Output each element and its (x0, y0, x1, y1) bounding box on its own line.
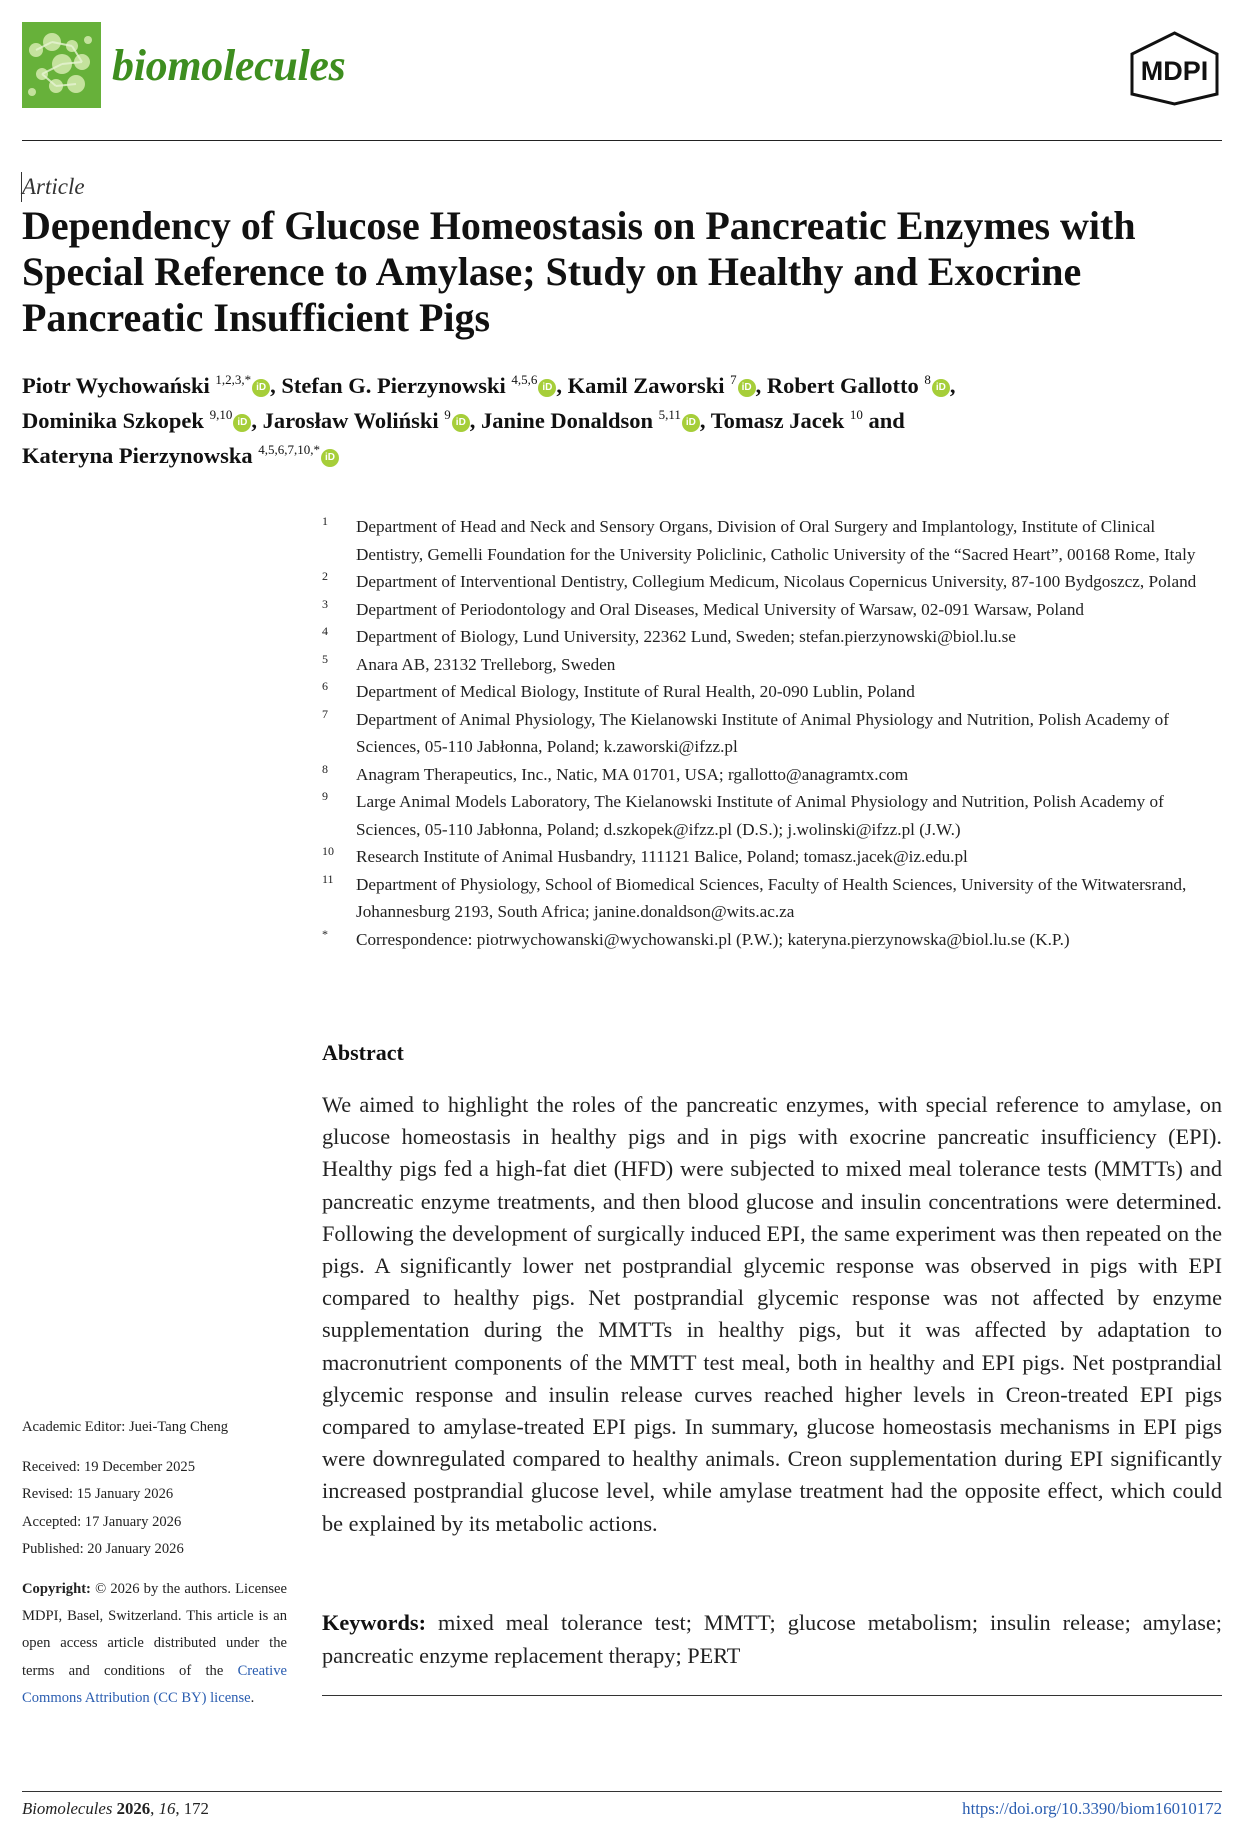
orcid-icon[interactable]: iD (738, 379, 756, 397)
author-affiliation-marks: 4,5,6,7,10,* (258, 442, 320, 457)
affiliation-text: Department of Medical Biology, Institute of Rural Health, 20-090 Lublin, Poland (356, 682, 915, 701)
author-affiliation-marks: 1,2,3,* (215, 372, 252, 387)
journal-name[interactable]: biomolecules (112, 41, 346, 90)
keywords (322, 1607, 1222, 1672)
author-affiliation-marks: 9 (444, 407, 451, 422)
affiliation-text: Research Institute of Animal Husbandry, 111121 Balice, Poland; tomasz.jacek@iz.edu.pl (356, 847, 968, 866)
affiliation-item (322, 871, 1222, 926)
affiliation-number: 3 (322, 596, 328, 611)
author-name: Stefan G. Pierzynowski (281, 373, 506, 398)
affiliation-number: 1 (322, 514, 328, 528)
copyright-notice (22, 1576, 287, 1712)
author-separator: , (699, 408, 711, 433)
author-name: Janine Donaldson (481, 408, 653, 433)
affiliation-item (322, 513, 1222, 568)
author-affiliation-marks: 9,10 (209, 407, 233, 422)
author (22, 443, 339, 468)
affiliation-item (322, 678, 1222, 706)
affiliation-item (322, 568, 1222, 596)
author (568, 373, 767, 398)
author-list (22, 368, 1222, 473)
affiliation-item (322, 788, 1222, 843)
affiliation-text: Department of Animal Physiology, The Kielanowski Institute of Animal Physiology and Nutrition, Polish Academy of Sciences, 05-110 Jabłonna, Poland; k.zaworski@ifzz.pl (356, 709, 1169, 756)
orcid-icon[interactable]: iD (682, 414, 700, 432)
author-name: Robert Gallotto (766, 373, 919, 398)
author-affiliation-marks: 5,11 (658, 407, 681, 422)
journal-header (22, 22, 1222, 114)
publisher-name: MDPI (1140, 56, 1209, 86)
affiliation-number: 11 (322, 871, 334, 886)
affiliation-number: 9 (322, 789, 328, 803)
orcid-icon[interactable]: iD (452, 414, 470, 432)
author (767, 373, 956, 398)
author-affiliation-marks: 4,5,6 (511, 372, 538, 387)
affiliation-list (322, 513, 1222, 953)
author (263, 408, 481, 433)
author-separator: and (862, 408, 905, 433)
affiliation-number: * (322, 926, 328, 941)
journal-logo-icon (22, 22, 101, 108)
author (281, 373, 567, 398)
affiliation-number: 4 (322, 624, 328, 638)
footer-journal: Biomolecules (22, 1799, 113, 1818)
affiliation-text: Department of Head and Neck and Sensory Organs, Division of Oral Surgery and Implantology, Institute of Clinical Dentistry, Gemelli Foundation for the University Policlinic, Catholic University of the “Sacred Heart”, 00168 Rome, Italy (356, 517, 1196, 564)
affiliation-item (322, 761, 1222, 789)
affiliation-text: Department of Physiology, School of Biomedical Sciences, Faculty of Health Sciences, University of the Witwatersrand, Johannesburg 2193, South Africa; janine.donaldson@wits.ac.za (356, 874, 1187, 921)
author-separator: , (556, 373, 568, 398)
author-separator: , (469, 408, 482, 433)
author-name: Tomasz Jacek (710, 408, 845, 433)
author-name: Piotr Wychowański (22, 373, 210, 398)
keywords-label: Keywords: (322, 1610, 427, 1635)
author-separator: , (270, 373, 282, 398)
affiliation-text: Anara AB, 23132 Trelleborg, Sweden (356, 654, 616, 674)
author-separator: , (949, 373, 956, 398)
footer-citation: Biomolecules 2026, 16, 172 (22, 1799, 209, 1818)
orcid-icon[interactable]: iD (932, 379, 950, 397)
doi-link[interactable]: https://doi.org/10.3390/biom16010172 (962, 1799, 1222, 1818)
abstract-divider (322, 1695, 1222, 1696)
footer-volume: 16 (158, 1799, 176, 1818)
author (481, 408, 711, 433)
abstract-heading: Abstract (322, 1040, 404, 1065)
revised-date: Revised: 15 January 2026 (22, 1486, 174, 1503)
affiliation-text: Anagram Therapeutics, Inc., Natic, MA 01701, USA; rgallotto@anagramtx.com (356, 764, 909, 784)
affiliation-item (322, 843, 1222, 871)
author-affiliation-marks: 7 (730, 372, 737, 387)
author-name: Kamil Zaworski (567, 373, 725, 398)
affiliation-item (322, 596, 1222, 624)
keywords-text: mixed meal tolerance test; MMTT; glucose metabolism; insulin release; amylase; pancreatic enzyme replacement therapy; PERT (322, 1610, 1222, 1668)
author (22, 373, 281, 398)
affiliation-text: Large Animal Models Laboratory, The Kielanowski Institute of Animal Physiology and Nutrition, Polish Academy of Sciences, 05-110 Jabłonna, Poland; d.szkopek@ifzz.pl (D.S.); j.wolinski@ifzz.pl (J.W.) (356, 792, 1164, 839)
affiliation-number: 8 (322, 761, 328, 776)
publisher-logo[interactable] (1127, 30, 1222, 106)
academic-editor: Academic Editor: Juei-Tang Cheng (22, 1419, 229, 1435)
affiliation-number: 2 (322, 569, 328, 583)
article-type: Article (22, 174, 85, 199)
author-affiliation-marks: 10 (849, 407, 863, 422)
abstract-text: We aimed to highlight the roles of the pancreatic enzymes, with special reference to amylase, on glucose homeostasis in healthy pigs and in pigs with exocrine pancreatic insufficiency (EPI). Healthy pigs fed a high-fat diet (HFD) were subjected to mixed meal tolerance tests (MMTTs) and pancreatic enzyme treatments, and then blood glucose and insulin concentrations were determined. Following the development of surgically induced EPI, the same experiment was then repeated on the pigs. A significantly lower net postprandial glycemic response was observed in pigs with EPI compared to healthy pigs. Net postprandial glycemic response was not affected by enzyme supplementation during the MMTTs in healthy pigs, but it was affected by adaptation to macronutrient components of the MMTT test meal, both in healthy and EPI pigs. Net postprandial glycemic response and insulin release curves reached higher levels in Creon-treated EPI pigs compared to amylase-treated EPI pigs. In summary, glucose homeostasis mechanisms in EPI pigs were downregulated compared to healthy animals. Creon supplementation during EPI significantly increased postprandial glucose level, while amylase treatment had the opposite effect, which could be explained by its metabolic actions. (322, 1092, 1222, 1536)
header-divider (22, 140, 1222, 141)
affiliation-text: Correspondence: piotrwychowanski@wychowanski.pl (P.W.); kateryna.pierzynowska@biol.lu.se (K.P.) (356, 929, 1070, 949)
received-date: Received: 19 December 2025 (22, 1459, 196, 1476)
paper-title: Dependency of Glucose Homeostasis on Pancreatic Enzymes with Special Reference to Amylase; Study on Healthy and Exocrine Pancreatic Insufficient Pigs (22, 203, 1136, 340)
affiliation-text: Department of Interventional Dentistry, Collegium Medicum, Nicolaus Copernicus University, 87-100 Bydgoszcz, Poland (356, 572, 1197, 591)
author-name: Jarosław Woliński (262, 408, 439, 433)
affiliation-item (322, 706, 1222, 761)
affiliation-number: 6 (322, 679, 328, 693)
affiliation-item (322, 926, 1222, 954)
author-name: Dominika Szkopek (22, 408, 204, 433)
published-date: Published: 20 January 2026 (22, 1540, 184, 1557)
orcid-icon[interactable]: iD (538, 379, 556, 397)
author (711, 408, 905, 433)
affiliation-text: Department of Periodontology and Oral Diseases, Medical University of Warsaw, 02-091 Warsaw, Poland (356, 599, 1085, 619)
footer-year: 2026 (116, 1799, 151, 1818)
affiliation-text: Department of Biology, Lund University, 22362 Lund, Sweden; stefan.pierzynowski@biol.lu.se (356, 627, 1016, 646)
copyright-end: . (250, 1689, 255, 1706)
author (22, 408, 263, 433)
license-link[interactable]: Creative Commons Attribution (CC BY) license (22, 1662, 287, 1706)
article-info-sidebar (22, 1414, 287, 1712)
accepted-date: Accepted: 17 January 2026 (22, 1513, 182, 1530)
copyright-label: Copyright: (22, 1581, 91, 1598)
footer-divider (22, 1791, 1222, 1792)
orcid-icon[interactable]: iD (252, 379, 270, 397)
author-affiliation-marks: 8 (924, 372, 931, 387)
footer-article: 172 (183, 1799, 209, 1818)
author-name: Kateryna Pierzynowska (22, 443, 253, 468)
author-separator: , (251, 408, 263, 433)
author-separator: , (755, 373, 767, 398)
orcid-icon[interactable]: iD (321, 449, 339, 467)
affiliation-number: 5 (322, 651, 328, 666)
affiliation-item (322, 651, 1222, 679)
affiliation-item (322, 623, 1222, 651)
orcid-icon[interactable]: iD (233, 414, 251, 432)
affiliation-number: 10 (322, 844, 334, 858)
copyright-text: © 2026 by the authors. Licensee MDPI, Basel, Switzerland. This article is an open access article distributed under the terms and conditions of the (22, 1581, 287, 1679)
affiliation-number: 7 (322, 706, 328, 721)
